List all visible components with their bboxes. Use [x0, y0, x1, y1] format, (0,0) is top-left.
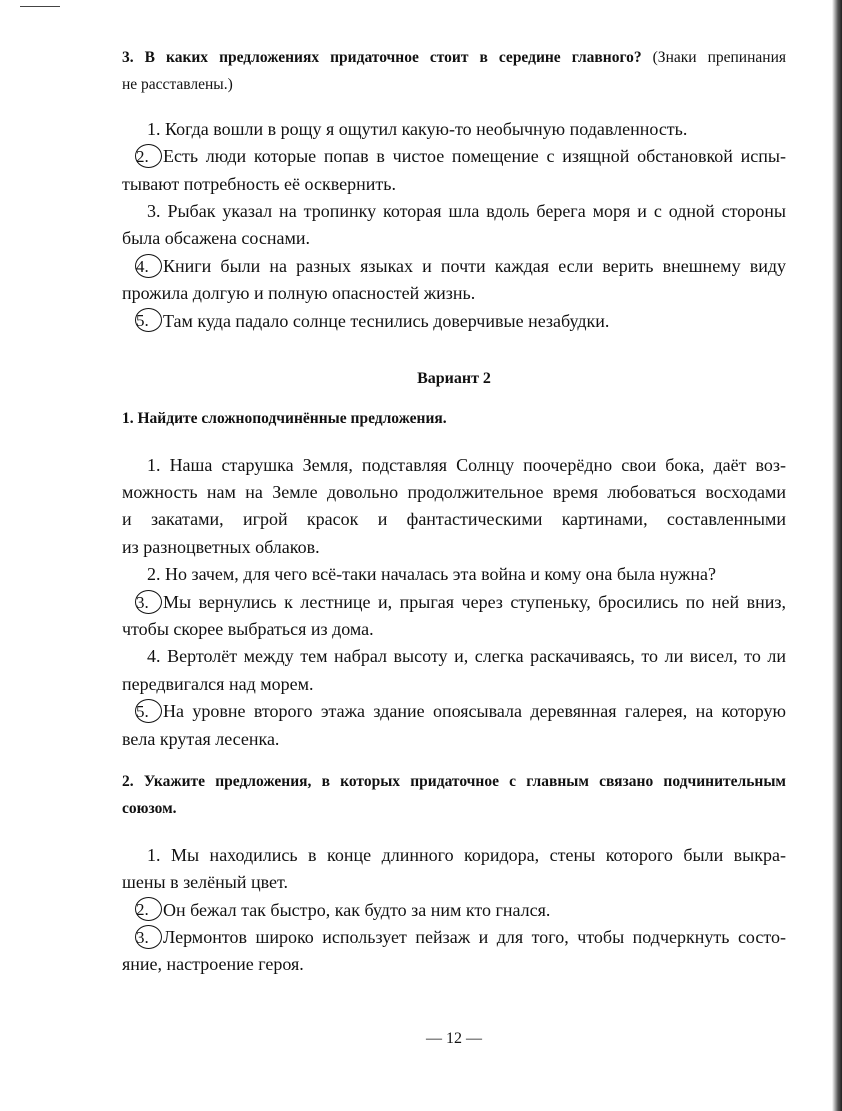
heading-line: [122, 44, 786, 71]
heading-bold-text: союзом.: [122, 800, 177, 818]
sentence-text: чтобы скорее выбраться из дома.: [122, 619, 374, 640]
sentence-item: [122, 452, 786, 562]
sentence-text: Книги были на разных языках и почти каждая если верить внешнему виду: [163, 255, 786, 276]
sentence-line: [122, 616, 786, 643]
sentence-item: [122, 198, 786, 253]
variant-title: Вариант 2: [417, 369, 491, 387]
circled-number: 2.: [135, 897, 162, 921]
sentence-text: Когда вошли в рощу я ощутил какую-то необычную подавленность.: [165, 118, 688, 139]
task-heading: [122, 405, 786, 432]
page-number: — 12 —: [426, 1030, 482, 1047]
circled-number: 2.: [135, 144, 162, 168]
scan-mark: [20, 0, 60, 7]
sentence-line: [122, 143, 786, 170]
task-heading: [122, 44, 786, 99]
sentence-text: На уровне второго этажа здание опоясывала деревянная галерея, на которую: [163, 701, 786, 722]
sentence-list: [122, 842, 786, 979]
task-section: [122, 768, 786, 979]
heading-line: [122, 795, 786, 822]
sentence-line: [122, 698, 786, 725]
heading-line: [122, 768, 786, 795]
circled-number: 3.: [135, 590, 162, 614]
sentence-line: [122, 842, 786, 869]
sentence-line: [122, 198, 786, 225]
heading-bold-text: 2. Укажите предложения, в которых придаточное с главным связано подчинительным: [122, 772, 786, 790]
sentence-number: 1.: [147, 118, 161, 139]
sentence-number: 1.: [147, 844, 161, 865]
sentence-number: 3.: [147, 200, 161, 221]
sentence-text: была обсажена соснами.: [122, 228, 310, 249]
sentence-text: Рыбак указал на тропинку которая шла вдоль берега моря и с одной стороны: [167, 200, 786, 221]
sentence-text: яние, настроение героя.: [122, 954, 304, 975]
sentence-text: вела крутая лесенка.: [122, 728, 280, 749]
sentence-line: [122, 924, 786, 951]
circled-number: 5.: [135, 699, 162, 723]
sentence-item: [122, 698, 786, 753]
sentence-text: Лермонтов широко использует пейзаж и для того, чтобы подчеркнуть состо-: [163, 926, 786, 947]
sentence-line: [122, 506, 786, 533]
sentence-line: [122, 561, 786, 588]
sentence-line: [122, 951, 786, 978]
sentence-item: [122, 897, 786, 924]
circled-number: 3.: [135, 925, 162, 949]
sentence-text: тывают потребность её осквернить.: [122, 173, 396, 194]
heading-line: [122, 405, 786, 432]
heading-bold-text: 1. Найдите сложноподчинённые предложения.: [122, 410, 447, 428]
sentence-line: [122, 280, 786, 307]
sentence-text: передвигался над морем.: [122, 673, 314, 694]
sentence-item: [122, 253, 786, 308]
circled-number: 5.: [135, 308, 162, 332]
sentence-line: [122, 253, 786, 280]
sentence-line: [122, 726, 786, 753]
sentence-text: Он бежал так быстро, как будто за ним кто гнался.: [163, 899, 551, 920]
sentence-list: [122, 116, 786, 335]
sentence-line: [122, 534, 786, 561]
sentence-text: Наша старушка Земля, подставляя Солнцу поочерёдно свои бока, даёт воз-: [169, 454, 786, 475]
sentence-text: и закатами, игрой красок и фантастическими картинами, составленными: [122, 509, 786, 530]
sentence-text: шены в зелёный цвет.: [122, 872, 289, 893]
sentence-item: [122, 308, 786, 335]
sentence-item: [122, 116, 786, 143]
heading-note-text: не расставлены.): [122, 76, 233, 94]
sentence-item: [122, 143, 786, 198]
sentence-line: [122, 869, 786, 896]
sentence-item: [122, 924, 786, 979]
sentence-text: Вертолёт между тем набрал высоту и, слегка раскачиваясь, то ли висел, то ли: [167, 646, 787, 667]
sentence-number: 4.: [147, 646, 161, 667]
sentence-item: [122, 589, 786, 644]
sentence-text: можность нам на Земле довольно продолжительное время любоваться восходами: [122, 482, 786, 503]
sentence-line: [122, 308, 786, 335]
sentence-text: Там куда падало солнце теснились доверчивые незабудки.: [163, 310, 610, 331]
scan-edge: [832, 0, 842, 1111]
sentence-text: Мы вернулись к лестнице и, прыгая через ступеньку, бросились по ней вниз,: [163, 591, 786, 612]
sentence-text: Но зачем, для чего всё-таки началась эта война и кому она была нужна?: [165, 564, 717, 585]
sentence-text: Есть люди которые попав в чистое помещение с изящной обстановкой испы-: [163, 146, 786, 167]
heading-line: [122, 71, 786, 98]
document-page: [122, 44, 786, 979]
sentence-text: Мы находились в конце длинного коридора, стены которого были выкра-: [170, 844, 786, 865]
sentence-line: [122, 643, 786, 670]
task-section: [122, 365, 786, 753]
sentence-line: [122, 171, 786, 198]
heading-note-text: (Знаки препинания: [641, 49, 786, 66]
sentence-line: [122, 589, 786, 616]
circled-number: 4.: [135, 254, 162, 278]
sentence-item: [122, 561, 786, 588]
sentence-line: [122, 897, 786, 924]
sentence-line: [122, 225, 786, 252]
task-section: [122, 44, 786, 335]
sentence-item: [122, 643, 786, 698]
sentence-text: из разноцветных облаков.: [122, 536, 320, 557]
sentence-number: 2.: [147, 564, 161, 585]
task-heading: [122, 768, 786, 823]
sentence-line: [122, 479, 786, 506]
sentence-list: [122, 452, 786, 753]
sentence-line: [122, 452, 786, 479]
sentence-text: прожила долгую и полную опасностей жизнь.: [122, 283, 476, 304]
heading-bold-text: 3. В каких предложениях придаточное стоит в середине главного?: [122, 49, 642, 66]
sentence-item: [122, 842, 786, 897]
sentence-line: [122, 116, 786, 143]
sentence-number: 1.: [147, 454, 161, 475]
sentence-line: [122, 671, 786, 698]
